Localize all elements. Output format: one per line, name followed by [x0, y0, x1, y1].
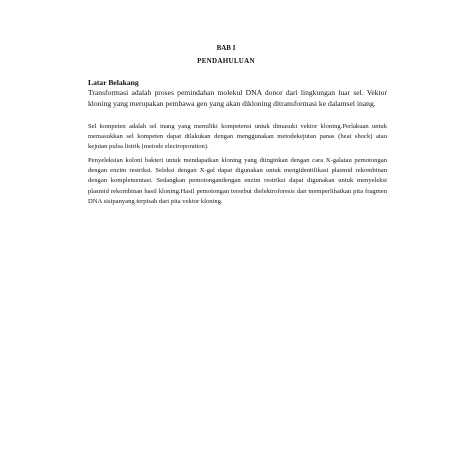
section-heading: Latar Belakang: [88, 78, 139, 87]
paragraph-sel-kompeten: Sel kompeten adalah sel inang yang memiliki kompetensi untuk dimasuki vektor kloning.Perlakuan untuk memasukkan sel kompeten dapat dilakukan dengan menggunakan metodekejutan panas (heat shock) atau kejutan pulsa listrik (metode electroporation).: [88, 123, 387, 151]
paragraph-transformasi: Transformasi adalah proses pemindahan molekul DNA donor dari lingkungan luar sel. Vektor kloning yang merupakan pembawa gen yang akan dikloning ditransformasi ke dalamsel inang.: [88, 88, 387, 108]
paragraph-penyeleksian: Penyeleksian koloni bakteri untuk mendapatkan kloning yang diinginkan dengan cara X-galatau pemotongan dengan enzim restriksi. Seleksi dengan X-gal dapat digunakan untuk mengidentifikasi plasmid rekombinan dengan komplementasi. Sedangkan pemotongandengan enzim restriksi dapat digunakan untuk menyeleksi plasmid rekombinan hasil kloning.Hasil pemotongan tersebut dielektroforesis dan memperlihatkan pita fragmen DNA sisipanyang terpisah dari pita vektor kloning.: [88, 157, 387, 205]
chapter-title: PENDAHULUAN: [197, 57, 255, 65]
chapter-number: BAB I: [216, 44, 236, 52]
